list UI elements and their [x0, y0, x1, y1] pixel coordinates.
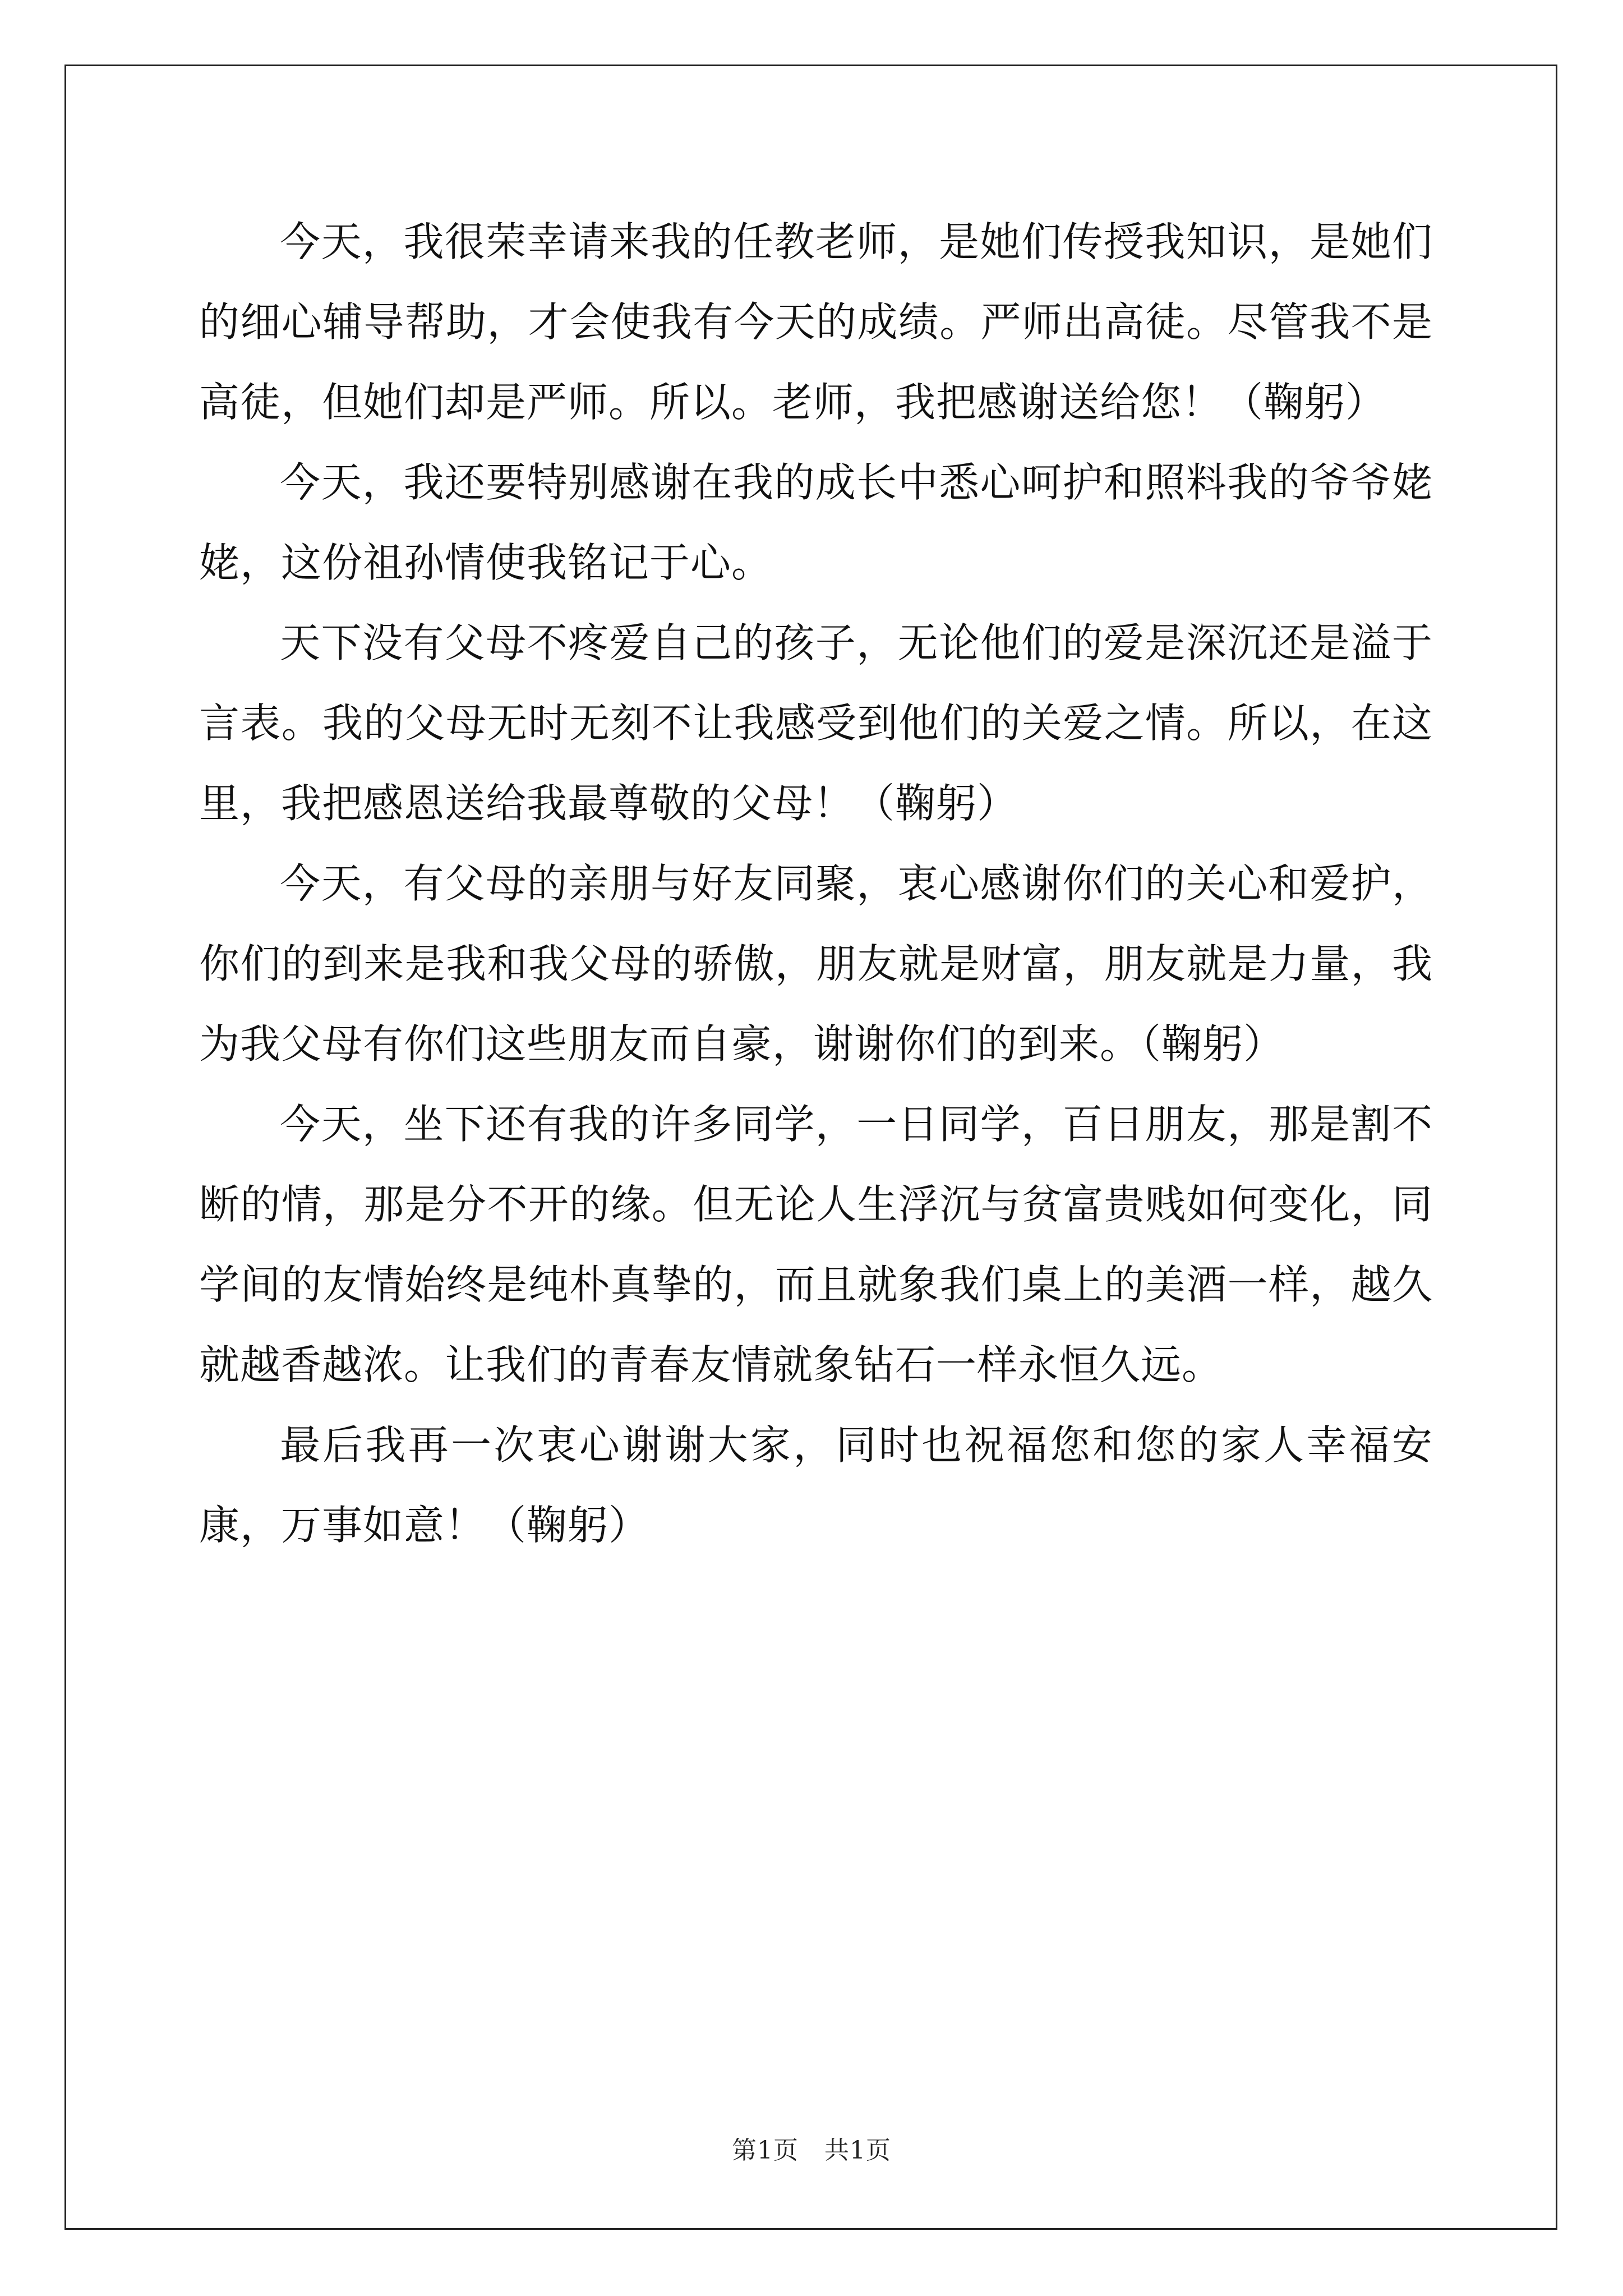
page-number-total: 共1页 [824, 2136, 891, 2165]
document-body [199, 202, 1433, 1566]
paragraph-friends: 今天，有父母的亲朋与好友同聚，衷心感谢你们的关心和爱护，你们的到来是我和我父母的骄傲，朋友就是财富，朋友就是力量，我为我父母有你们这些朋友而自豪，谢谢你们的到来。（鞠躬） [199, 860, 1433, 1068]
page-footer [0, 2130, 1623, 2166]
paragraph-parents: 天下没有父母不疼爱自己的孩子，无论他们的爱是深沉还是溢于言表。我的父母无时无刻不让我感受到他们的关爱之情。所以，在这里，我把感恩送给我最尊敬的父母！（鞠躬） [199, 619, 1433, 827]
paragraph-closing: 最后我再一次衷心谢谢大家，同时也祝福您和您的家人幸福安康，万事如意！（鞠躬） [199, 1421, 1433, 1549]
paragraph-grandparents: 今天，我还要特别感谢在我的成长中悉心呵护和照料我的爷爷姥姥，这份祖孙情使我铭记于心。 [199, 459, 1433, 586]
paragraph-classmates: 今天，坐下还有我的许多同学，一日同学，百日朋友，那是割不断的情，那是分不开的缘。但无论人生浮沉与贫富贵贱如何变化，同学间的友情始终是纯朴真挚的，而且就象我们桌上的美酒一样，越久就越香越浓。让我们的青春友情就象钻石一样永恒久远。 [199, 1101, 1433, 1388]
page-number-current: 第1页 [732, 2136, 799, 2165]
paragraph-teachers: 今天，我很荣幸请来我的任教老师，是她们传授我知识，是她们的细心辅导帮助，才会使我有今天的成绩。严师出高徒。尽管我不是高徒，但她们却是严师。所以。老师，我把感谢送给您！（鞠躬） [199, 218, 1433, 426]
